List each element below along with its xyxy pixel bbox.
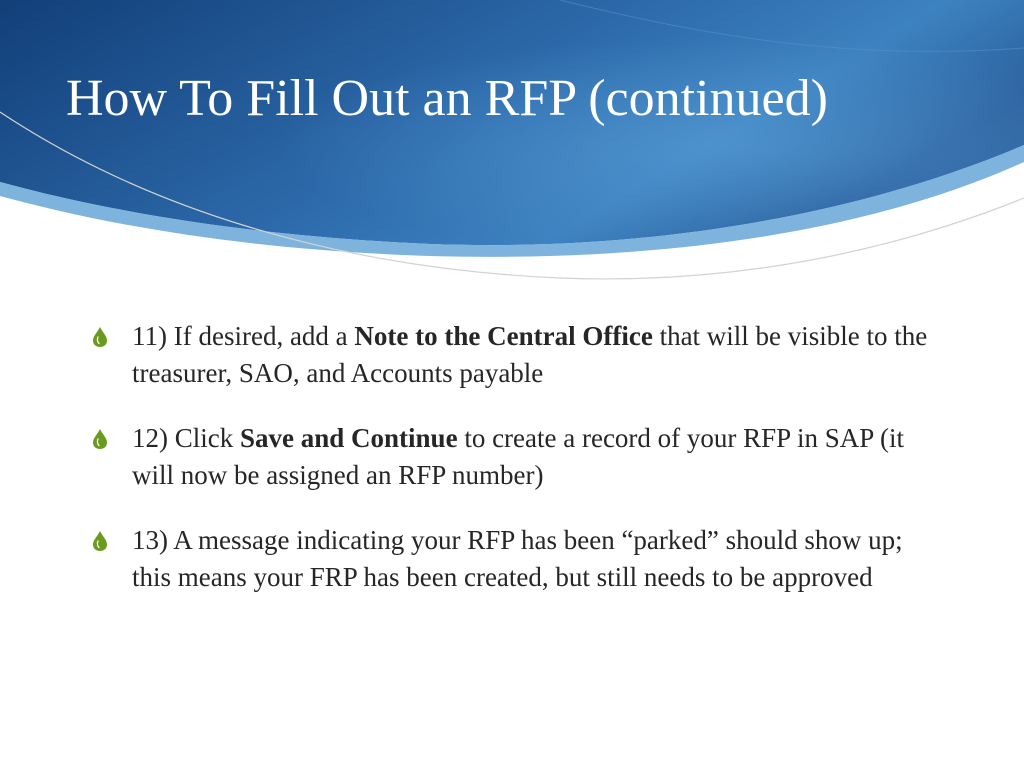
bullet-text xyxy=(132,525,903,592)
bullet-text-plain: 13) A message indicating your RFP has been “parked” should show up; this means your FRP has been created, but still needs to be approved xyxy=(132,525,903,592)
bullet-text-bold: Save and Continue xyxy=(240,423,458,453)
bullet-text xyxy=(132,321,927,388)
leaf-icon xyxy=(92,327,108,347)
slide-title: How To Fill Out an RFP (continued) xyxy=(66,70,828,127)
bullet-text-bold: Note to the Central Office xyxy=(354,321,653,351)
bullet-text xyxy=(132,423,904,490)
bullet-text-plain: 11) If desired, add a xyxy=(132,321,355,351)
list-item xyxy=(92,318,942,392)
leaf-icon xyxy=(92,531,108,551)
list-item xyxy=(92,420,942,494)
list-item xyxy=(92,522,942,596)
bullet-list xyxy=(92,318,942,624)
leaf-icon xyxy=(92,429,108,449)
bullet-text-plain: to create a record of your RFP in SAP (it will now be assigned an RFP number) xyxy=(132,423,904,490)
bullet-text-plain: 12) Click xyxy=(132,423,240,453)
header-wave-background xyxy=(0,0,1024,290)
bullet-text-plain: that will be visible to the treasurer, SAO, and Accounts payable xyxy=(132,321,928,388)
